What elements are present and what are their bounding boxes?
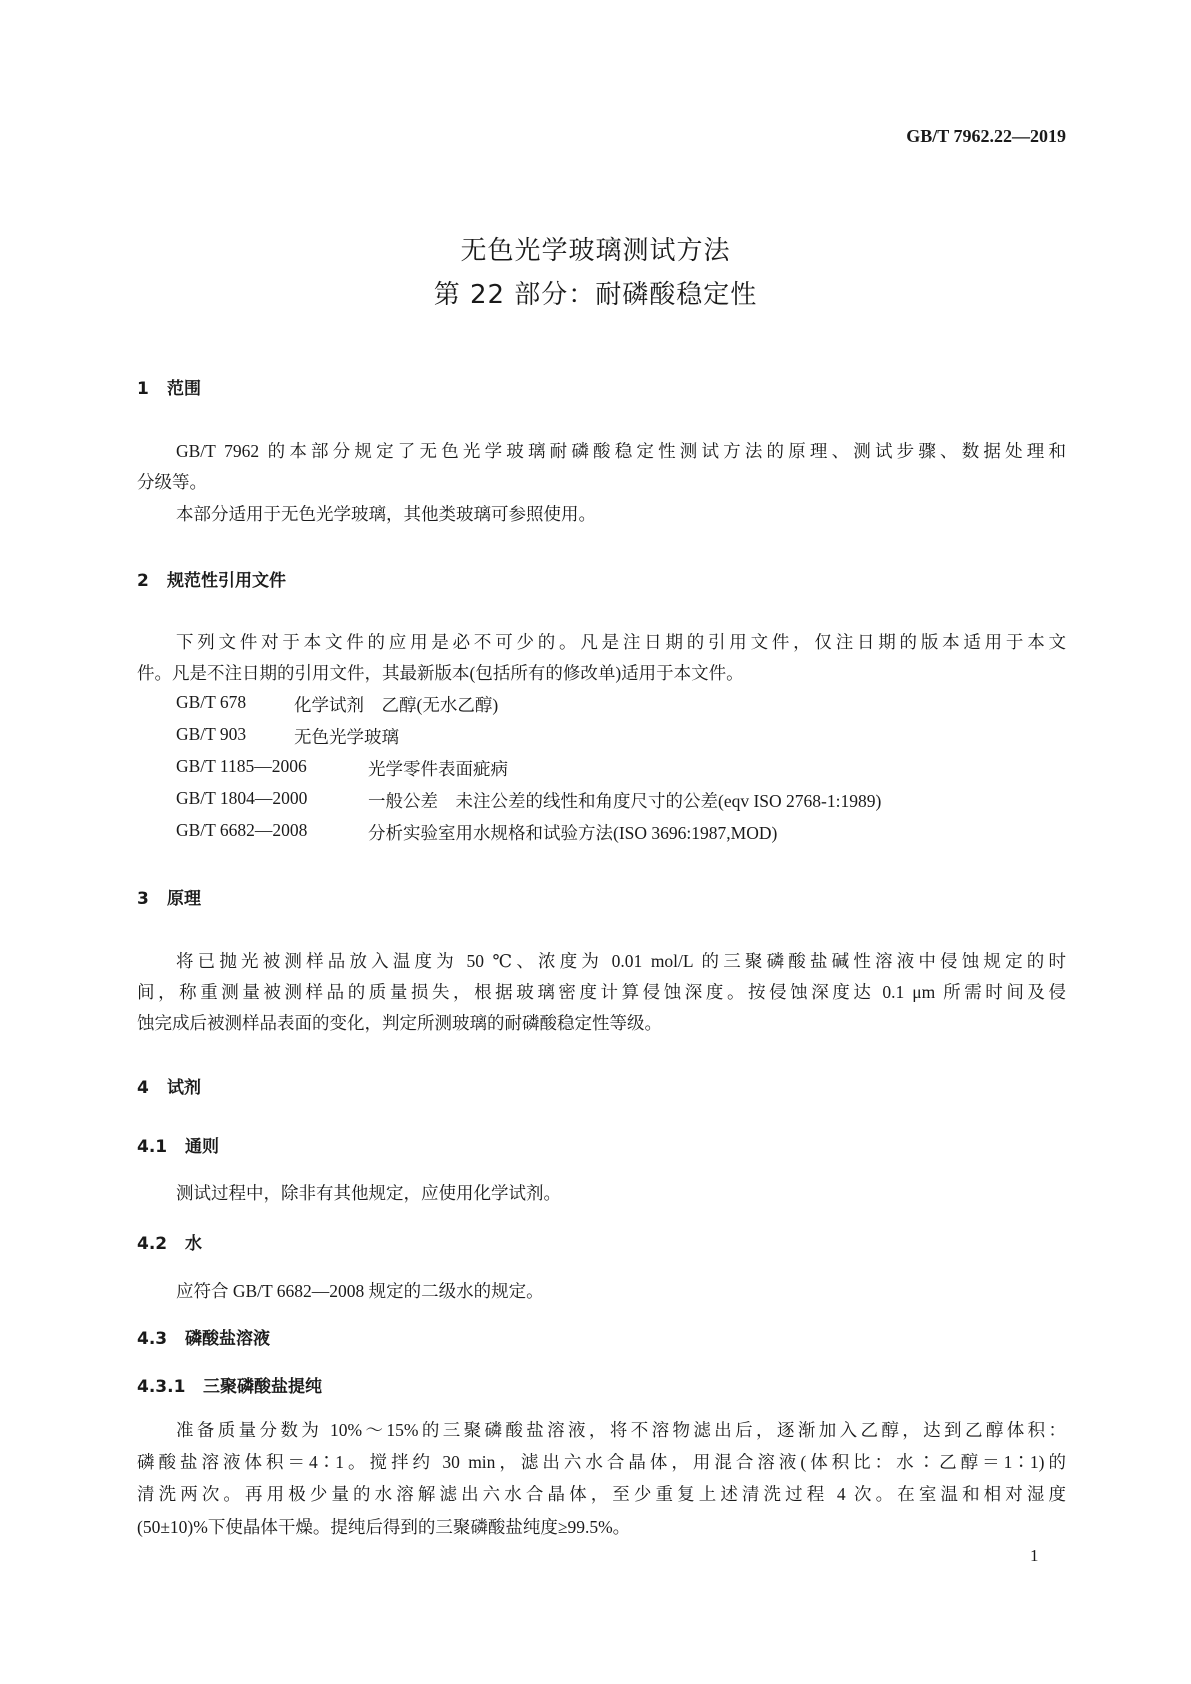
- section-heading-4-3-1: [137, 1372, 322, 1397]
- paragraph-line: 间，称重测量被测样品的质量损失，根据玻璃密度计算侵蚀深度。按侵蚀深度达 0.1 μm 所需时间及侵: [137, 982, 1066, 1002]
- section-number: 4.2: [137, 1234, 168, 1254]
- document-title: 无色光学玻璃测试方法: [460, 236, 731, 266]
- paragraph-line: 本部分适用于无色光学玻璃，其他类玻璃可参照使用。: [176, 504, 596, 524]
- section-number: 4.3.1: [137, 1377, 186, 1397]
- paragraph-line: 准备质量分数为 10%～15%的三聚磷酸盐溶液，将不溶物滤出后，逐渐加入乙醇，达到乙醇体积：: [176, 1420, 1066, 1440]
- section-heading-2: [137, 566, 286, 591]
- section-number: 3: [137, 889, 149, 909]
- reference-code: GB/T 6682—2008: [176, 820, 308, 840]
- paragraph-line: 下列文件对于本文件的应用是必不可少的。凡是注日期的引用文件，仅注日期的版本适用于本文: [176, 632, 1066, 652]
- reference-title: 光学零件表面疵病: [368, 759, 508, 779]
- paragraph-line: 分级等。: [137, 472, 207, 492]
- section-number: 4.1: [137, 1137, 168, 1157]
- section-title: 试剂: [167, 1078, 201, 1098]
- section-heading-4-3: [137, 1324, 270, 1349]
- section-heading-1: [137, 374, 201, 399]
- paragraph-line: GB/T 7962 的本部分规定了无色光学玻璃耐磷酸稳定性测试方法的原理、测试步骤、数据处理和: [176, 441, 1066, 461]
- reference-item: [176, 820, 778, 843]
- section-number: 2: [137, 571, 149, 591]
- section-title: 范围: [167, 379, 201, 399]
- section-number: 4.3: [137, 1329, 168, 1349]
- reference-title: 化学试剂 乙醇(无水乙醇): [294, 695, 499, 715]
- paragraph-line: 件。凡是不注日期的引用文件，其最新版本(包括所有的修改单)适用于本文件。: [137, 663, 744, 683]
- reference-item: [176, 724, 399, 747]
- document-subtitle: 第 22 部分：耐磷酸稳定性: [433, 280, 758, 310]
- page-number: 1: [1030, 1546, 1039, 1565]
- paragraph-line: 蚀完成后被测样品表面的变化，判定所测玻璃的耐磷酸稳定性等级。: [137, 1013, 662, 1033]
- reference-title: 无色光学玻璃: [294, 727, 399, 747]
- section-title: 原理: [167, 889, 201, 909]
- paragraph-line: 测试过程中，除非有其他规定，应使用化学试剂。: [176, 1183, 561, 1203]
- section-heading-4: [137, 1073, 201, 1098]
- reference-code: GB/T 1185—2006: [176, 756, 307, 776]
- section-number: 1: [137, 379, 149, 399]
- reference-item: [176, 788, 882, 811]
- section-heading-4-2: [137, 1229, 202, 1254]
- reference-item: [176, 756, 508, 779]
- reference-item: [176, 692, 499, 715]
- section-title: 磷酸盐溶液: [185, 1329, 270, 1349]
- reference-code: GB/T 903: [176, 724, 247, 744]
- paragraph-line: (50±10)%下使晶体干燥。提纯后得到的三聚磷酸盐纯度≥99.5%。: [137, 1517, 631, 1537]
- section-title: 三聚磷酸盐提纯: [203, 1377, 322, 1397]
- paragraph-line: 磷酸盐溶液体积＝4∶1。搅拌约 30 min，滤出六水合晶体，用混合溶液(体积比：水∶乙醇＝1∶1)的: [137, 1452, 1066, 1472]
- section-heading-4-1: [137, 1132, 219, 1157]
- section-heading-3: [137, 884, 201, 909]
- reference-title: 分析实验室用水规格和试验方法(ISO 3696:1987,MOD): [368, 823, 778, 843]
- standard-number: GB/T 7962.22—2019: [906, 126, 1066, 146]
- section-title: 通则: [185, 1137, 219, 1157]
- reference-title: 一般公差 未注公差的线性和角度尺寸的公差(eqv ISO 2768-1:1989): [368, 791, 882, 811]
- section-number: 4: [137, 1078, 149, 1098]
- paragraph-line: 将已抛光被测样品放入温度为 50 ℃、浓度为 0.01 mol/L 的三聚磷酸盐碱性溶液中侵蚀规定的时: [176, 951, 1066, 971]
- section-title: 水: [185, 1234, 202, 1254]
- paragraph-line: 应符合 GB/T 6682—2008 规定的二级水的规定。: [176, 1281, 544, 1301]
- reference-code: GB/T 678: [176, 692, 247, 712]
- paragraph-line: 清洗两次。再用极少量的水溶解滤出六水合晶体，至少重复上述清洗过程 4 次。在室温和相对湿度: [137, 1484, 1066, 1504]
- section-title: 规范性引用文件: [167, 571, 286, 591]
- reference-code: GB/T 1804—2000: [176, 788, 308, 808]
